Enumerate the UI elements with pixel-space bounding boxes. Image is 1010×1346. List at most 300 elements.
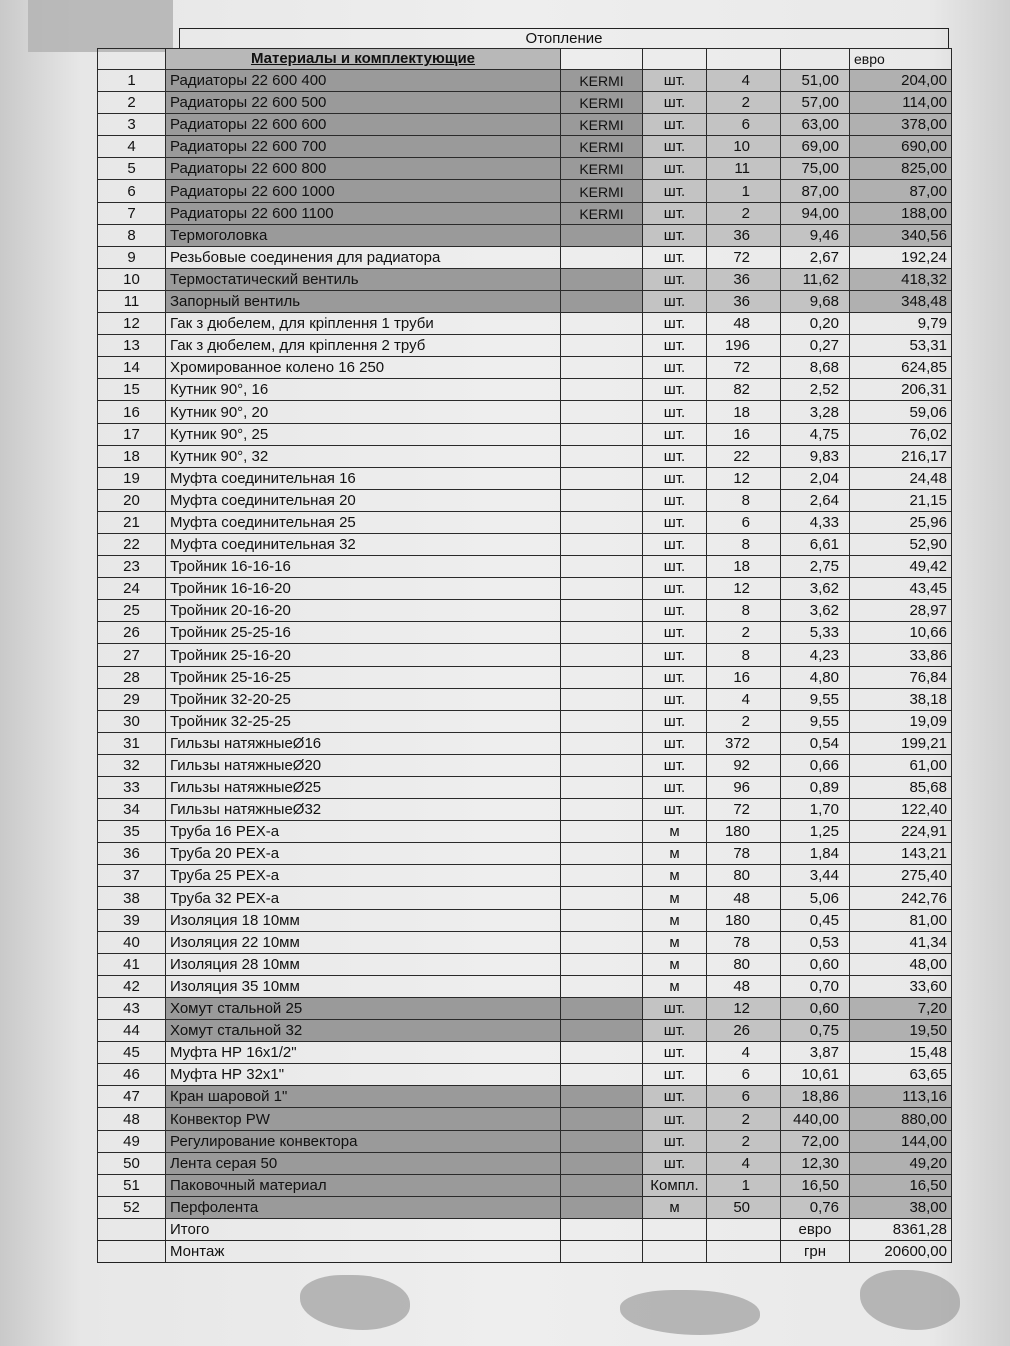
quantity-cell: 2	[707, 202, 781, 224]
currency-header: евро	[850, 49, 952, 70]
item-name-cell: Труба 25 PEX-a	[166, 865, 561, 887]
table-row	[98, 556, 952, 578]
table-row	[98, 114, 952, 136]
unit-cell: шт.	[643, 732, 707, 754]
total-cell: 418,32	[850, 268, 952, 290]
total-cell: 114,00	[850, 92, 952, 114]
price-cell: 0,20	[781, 313, 850, 335]
item-name-cell: Запорный вентиль	[166, 290, 561, 312]
row-number-cell: 19	[98, 467, 166, 489]
item-name-cell: Радиаторы 22 600 1100	[166, 202, 561, 224]
item-name-cell: Тройник 16-16-20	[166, 578, 561, 600]
price-cell: 0,60	[781, 953, 850, 975]
brand-cell	[561, 533, 643, 555]
item-name-cell: Термоголовка	[166, 224, 561, 246]
total-cell: 880,00	[850, 1108, 952, 1130]
quantity-cell: 82	[707, 379, 781, 401]
price-cell: 0,45	[781, 909, 850, 931]
total-cell: 41,34	[850, 931, 952, 953]
item-name-cell: Гильзы натяжныеØ32	[166, 799, 561, 821]
total-cell: 216,17	[850, 445, 952, 467]
table-row	[98, 644, 952, 666]
table-row	[98, 246, 952, 268]
unit-cell: шт.	[643, 799, 707, 821]
price-cell: 16,50	[781, 1174, 850, 1196]
unit-cell: шт.	[643, 467, 707, 489]
unit-cell: м	[643, 931, 707, 953]
price-cell: 0,75	[781, 1020, 850, 1042]
row-number-cell: 49	[98, 1130, 166, 1152]
row-number-cell: 52	[98, 1196, 166, 1218]
row-number-cell: 45	[98, 1042, 166, 1064]
item-name-cell: Радиаторы 22 600 700	[166, 136, 561, 158]
brand-cell	[561, 335, 643, 357]
row-number-cell: 1	[98, 70, 166, 92]
brand-cell	[561, 489, 643, 511]
price-cell: 8,68	[781, 357, 850, 379]
row-number-cell: 12	[98, 313, 166, 335]
row-number-cell: 30	[98, 710, 166, 732]
brand-cell	[561, 821, 643, 843]
price-cell: 2,52	[781, 379, 850, 401]
table-row	[98, 268, 952, 290]
unit-cell: шт.	[643, 666, 707, 688]
price-cell: 2,67	[781, 246, 850, 268]
summary-currency: евро	[781, 1218, 850, 1240]
unit-cell: шт.	[643, 533, 707, 555]
brand-cell	[561, 688, 643, 710]
materials-table	[97, 48, 952, 1263]
brand-cell	[561, 423, 643, 445]
brand-cell	[561, 732, 643, 754]
summary-empty-cell	[707, 1240, 781, 1262]
brand-cell	[561, 1152, 643, 1174]
row-number-cell: 37	[98, 865, 166, 887]
item-name-cell: Тройник 25-16-25	[166, 666, 561, 688]
price-cell: 3,62	[781, 600, 850, 622]
unit-cell: шт.	[643, 92, 707, 114]
quantity-cell: 96	[707, 777, 781, 799]
summary-empty-cell	[98, 1218, 166, 1240]
total-cell: 192,24	[850, 246, 952, 268]
total-cell: 825,00	[850, 158, 952, 180]
quantity-cell: 36	[707, 268, 781, 290]
table-row	[98, 887, 952, 909]
total-cell: 85,68	[850, 777, 952, 799]
total-cell: 38,00	[850, 1196, 952, 1218]
summary-empty-cell	[561, 1240, 643, 1262]
item-name-cell: Перфолента	[166, 1196, 561, 1218]
price-cell: 2,64	[781, 489, 850, 511]
unit-cell: м	[643, 975, 707, 997]
quantity-cell: 48	[707, 975, 781, 997]
quantity-cell: 6	[707, 114, 781, 136]
table-row	[98, 600, 952, 622]
brand-cell	[561, 887, 643, 909]
row-number-cell: 27	[98, 644, 166, 666]
quantity-cell: 48	[707, 887, 781, 909]
header-empty-cell	[98, 49, 166, 70]
table-row	[98, 821, 952, 843]
paper-stain	[860, 1270, 960, 1330]
item-name-cell: Гак з дюбелем, для кріплення 2 труб	[166, 335, 561, 357]
item-name-cell: Гильзы натяжныеØ16	[166, 732, 561, 754]
item-name-cell: Кутник 90°, 20	[166, 401, 561, 423]
quantity-cell: 1	[707, 180, 781, 202]
quantity-cell: 72	[707, 246, 781, 268]
quantity-cell: 78	[707, 931, 781, 953]
item-name-cell: Изоляция 28 10мм	[166, 953, 561, 975]
brand-cell	[561, 622, 643, 644]
item-name-cell: Гак з дюбелем, для кріплення 1 труби	[166, 313, 561, 335]
header-empty-cell	[781, 49, 850, 70]
quantity-cell: 4	[707, 688, 781, 710]
item-name-cell: Труба 20 PEX-a	[166, 843, 561, 865]
quantity-cell: 8	[707, 644, 781, 666]
unit-cell: шт.	[643, 379, 707, 401]
total-cell: 122,40	[850, 799, 952, 821]
total-cell: 16,50	[850, 1174, 952, 1196]
quantity-cell: 72	[707, 357, 781, 379]
brand-cell	[561, 997, 643, 1019]
unit-cell: шт.	[643, 777, 707, 799]
item-name-cell: Тройник 32-20-25	[166, 688, 561, 710]
total-cell: 33,86	[850, 644, 952, 666]
total-cell: 188,00	[850, 202, 952, 224]
brand-cell	[561, 710, 643, 732]
table-row	[98, 379, 952, 401]
quantity-cell: 2	[707, 92, 781, 114]
brand-cell	[561, 975, 643, 997]
item-name-cell: Тройник 32-25-25	[166, 710, 561, 732]
unit-cell: шт.	[643, 1152, 707, 1174]
row-number-cell: 16	[98, 401, 166, 423]
price-cell: 0,89	[781, 777, 850, 799]
quantity-cell: 50	[707, 1196, 781, 1218]
row-number-cell: 34	[98, 799, 166, 821]
total-cell: 59,06	[850, 401, 952, 423]
table-header-row	[98, 49, 952, 70]
total-cell: 61,00	[850, 754, 952, 776]
table-row	[98, 158, 952, 180]
table-row	[98, 290, 952, 312]
item-name-cell: Тройник 25-16-20	[166, 644, 561, 666]
brand-cell	[561, 953, 643, 975]
unit-cell: шт.	[643, 357, 707, 379]
item-name-cell: Изоляция 18 10мм	[166, 909, 561, 931]
price-cell: 0,53	[781, 931, 850, 953]
price-cell: 0,70	[781, 975, 850, 997]
item-name-cell: Гильзы натяжныеØ20	[166, 754, 561, 776]
row-number-cell: 22	[98, 533, 166, 555]
brand-cell	[561, 754, 643, 776]
unit-cell: м	[643, 1196, 707, 1218]
price-cell: 94,00	[781, 202, 850, 224]
row-number-cell: 18	[98, 445, 166, 467]
header-empty-cell	[707, 49, 781, 70]
total-cell: 204,00	[850, 70, 952, 92]
quantity-cell: 18	[707, 556, 781, 578]
item-name-cell: Хромированное колено 16 250	[166, 357, 561, 379]
table-row	[98, 511, 952, 533]
row-number-cell: 13	[98, 335, 166, 357]
table-row	[98, 335, 952, 357]
brand-cell	[561, 600, 643, 622]
total-cell: 43,45	[850, 578, 952, 600]
unit-cell: шт.	[643, 489, 707, 511]
table-row	[98, 70, 952, 92]
row-number-cell: 33	[98, 777, 166, 799]
table-row	[98, 865, 952, 887]
total-cell: 25,96	[850, 511, 952, 533]
item-name-cell: Муфта соединительная 16	[166, 467, 561, 489]
quantity-cell: 80	[707, 865, 781, 887]
brand-cell	[561, 313, 643, 335]
quantity-cell: 8	[707, 489, 781, 511]
item-name-cell: Тройник 16-16-16	[166, 556, 561, 578]
price-cell: 1,70	[781, 799, 850, 821]
brand-cell	[561, 246, 643, 268]
total-cell: 33,60	[850, 975, 952, 997]
row-number-cell: 51	[98, 1174, 166, 1196]
unit-cell: шт.	[643, 1130, 707, 1152]
row-number-cell: 50	[98, 1152, 166, 1174]
row-number-cell: 47	[98, 1086, 166, 1108]
brand-cell	[561, 401, 643, 423]
item-name-cell: Изоляция 35 10мм	[166, 975, 561, 997]
brand-cell	[561, 1064, 643, 1086]
item-name-cell: Резьбовые соединения для радиатора	[166, 246, 561, 268]
table-row	[98, 224, 952, 246]
unit-cell: шт.	[643, 622, 707, 644]
row-number-cell: 36	[98, 843, 166, 865]
quantity-cell: 2	[707, 1130, 781, 1152]
price-cell: 63,00	[781, 114, 850, 136]
item-name-cell: Лента серая 50	[166, 1152, 561, 1174]
total-cell: 143,21	[850, 843, 952, 865]
unit-cell: шт.	[643, 224, 707, 246]
item-name-cell: Кутник 90°, 32	[166, 445, 561, 467]
summary-empty-cell	[643, 1240, 707, 1262]
row-number-cell: 8	[98, 224, 166, 246]
table-row	[98, 92, 952, 114]
quantity-cell: 16	[707, 423, 781, 445]
total-cell: 15,48	[850, 1042, 952, 1064]
item-name-cell: Тройник 20-16-20	[166, 600, 561, 622]
quantity-cell: 22	[707, 445, 781, 467]
price-cell: 4,80	[781, 666, 850, 688]
item-name-cell: Кутник 90°, 16	[166, 379, 561, 401]
table-row	[98, 1174, 952, 1196]
price-cell: 3,28	[781, 401, 850, 423]
price-cell: 57,00	[781, 92, 850, 114]
quantity-cell: 80	[707, 953, 781, 975]
row-number-cell: 26	[98, 622, 166, 644]
total-cell: 21,15	[850, 489, 952, 511]
table-row	[98, 997, 952, 1019]
total-cell: 144,00	[850, 1130, 952, 1152]
brand-cell	[561, 1042, 643, 1064]
quantity-cell: 36	[707, 290, 781, 312]
table-row	[98, 202, 952, 224]
quantity-cell: 6	[707, 1086, 781, 1108]
unit-cell: м	[643, 821, 707, 843]
price-cell: 440,00	[781, 1108, 850, 1130]
table-row	[98, 909, 952, 931]
row-number-cell: 5	[98, 158, 166, 180]
price-cell: 2,75	[781, 556, 850, 578]
summary-value: 20600,00	[850, 1240, 952, 1262]
row-number-cell: 24	[98, 578, 166, 600]
table-row	[98, 1196, 952, 1218]
item-name-cell: Хомут стальной 32	[166, 1020, 561, 1042]
unit-cell: шт.	[643, 754, 707, 776]
row-number-cell: 17	[98, 423, 166, 445]
table-row	[98, 777, 952, 799]
total-cell: 81,00	[850, 909, 952, 931]
total-cell: 38,18	[850, 688, 952, 710]
unit-cell: шт.	[643, 1108, 707, 1130]
unit-cell: шт.	[643, 180, 707, 202]
table-row	[98, 180, 952, 202]
unit-cell: шт.	[643, 445, 707, 467]
unit-cell: шт.	[643, 423, 707, 445]
row-number-cell: 43	[98, 997, 166, 1019]
brand-cell	[561, 379, 643, 401]
price-cell: 1,25	[781, 821, 850, 843]
table-row	[98, 1130, 952, 1152]
price-cell: 87,00	[781, 180, 850, 202]
row-number-cell: 42	[98, 975, 166, 997]
table-row	[98, 732, 952, 754]
table-row	[98, 313, 952, 335]
item-name-cell: Радиаторы 22 600 600	[166, 114, 561, 136]
brand-cell	[561, 644, 643, 666]
price-cell: 69,00	[781, 136, 850, 158]
brand-cell	[561, 268, 643, 290]
item-name-cell: Труба 32 PEX-a	[166, 887, 561, 909]
brand-cell	[561, 777, 643, 799]
table-row	[98, 533, 952, 555]
table-row	[98, 710, 952, 732]
row-number-cell: 28	[98, 666, 166, 688]
quantity-cell: 8	[707, 600, 781, 622]
item-name-cell: Регулирование конвектора	[166, 1130, 561, 1152]
row-number-cell: 20	[98, 489, 166, 511]
table-row	[98, 489, 952, 511]
row-number-cell: 23	[98, 556, 166, 578]
brand-cell: KERMI	[561, 136, 643, 158]
unit-cell: шт.	[643, 688, 707, 710]
total-cell: 275,40	[850, 865, 952, 887]
quantity-cell: 26	[707, 1020, 781, 1042]
table-row	[98, 666, 952, 688]
quantity-cell: 4	[707, 70, 781, 92]
summary-row	[98, 1240, 952, 1262]
table-row	[98, 843, 952, 865]
unit-cell: шт.	[643, 70, 707, 92]
unit-cell: шт.	[643, 710, 707, 732]
item-name-cell: Радиаторы 22 600 1000	[166, 180, 561, 202]
row-number-cell: 2	[98, 92, 166, 114]
total-cell: 52,90	[850, 533, 952, 555]
quantity-cell: 12	[707, 578, 781, 600]
table-row	[98, 445, 952, 467]
quantity-cell: 4	[707, 1152, 781, 1174]
header-empty-cell	[643, 49, 707, 70]
price-cell: 11,62	[781, 268, 850, 290]
table-row	[98, 975, 952, 997]
table-row	[98, 136, 952, 158]
brand-cell	[561, 666, 643, 688]
price-cell: 18,86	[781, 1086, 850, 1108]
total-cell: 690,00	[850, 136, 952, 158]
price-cell: 3,87	[781, 1042, 850, 1064]
table-row	[98, 1086, 952, 1108]
table-row	[98, 1020, 952, 1042]
brand-cell: KERMI	[561, 202, 643, 224]
table-row	[98, 1108, 952, 1130]
total-cell: 7,20	[850, 997, 952, 1019]
brand-cell: KERMI	[561, 114, 643, 136]
quantity-cell: 12	[707, 997, 781, 1019]
price-cell: 0,54	[781, 732, 850, 754]
price-cell: 3,62	[781, 578, 850, 600]
quantity-cell: 92	[707, 754, 781, 776]
price-cell: 9,55	[781, 688, 850, 710]
total-cell: 76,02	[850, 423, 952, 445]
quantity-cell: 18	[707, 401, 781, 423]
item-name-cell: Гильзы натяжныеØ25	[166, 777, 561, 799]
quantity-cell: 10	[707, 136, 781, 158]
price-cell: 9,68	[781, 290, 850, 312]
brand-cell	[561, 224, 643, 246]
brand-cell	[561, 556, 643, 578]
table-row	[98, 931, 952, 953]
brand-cell	[561, 578, 643, 600]
quantity-cell: 6	[707, 1064, 781, 1086]
price-cell: 4,23	[781, 644, 850, 666]
price-cell: 9,55	[781, 710, 850, 732]
row-number-cell: 29	[98, 688, 166, 710]
unit-cell: шт.	[643, 1020, 707, 1042]
row-number-cell: 25	[98, 600, 166, 622]
row-number-cell: 35	[98, 821, 166, 843]
unit-cell: м	[643, 843, 707, 865]
total-cell: 19,09	[850, 710, 952, 732]
item-name-cell: Хомут стальной 25	[166, 997, 561, 1019]
total-cell: 113,16	[850, 1086, 952, 1108]
row-number-cell: 32	[98, 754, 166, 776]
price-cell: 2,04	[781, 467, 850, 489]
item-name-cell: Муфта НР 32х1"	[166, 1064, 561, 1086]
row-number-cell: 10	[98, 268, 166, 290]
price-cell: 75,00	[781, 158, 850, 180]
item-name-cell: Тройник 25-25-16	[166, 622, 561, 644]
total-cell: 340,56	[850, 224, 952, 246]
quantity-cell: 372	[707, 732, 781, 754]
quantity-cell: 6	[707, 511, 781, 533]
item-name-cell: Муфта соединительная 25	[166, 511, 561, 533]
brand-cell	[561, 1108, 643, 1130]
summary-empty-cell	[98, 1240, 166, 1262]
price-cell: 9,83	[781, 445, 850, 467]
total-cell: 206,31	[850, 379, 952, 401]
item-name-cell: Муфта соединительная 20	[166, 489, 561, 511]
price-cell: 0,76	[781, 1196, 850, 1218]
row-number-cell: 46	[98, 1064, 166, 1086]
unit-cell: шт.	[643, 158, 707, 180]
